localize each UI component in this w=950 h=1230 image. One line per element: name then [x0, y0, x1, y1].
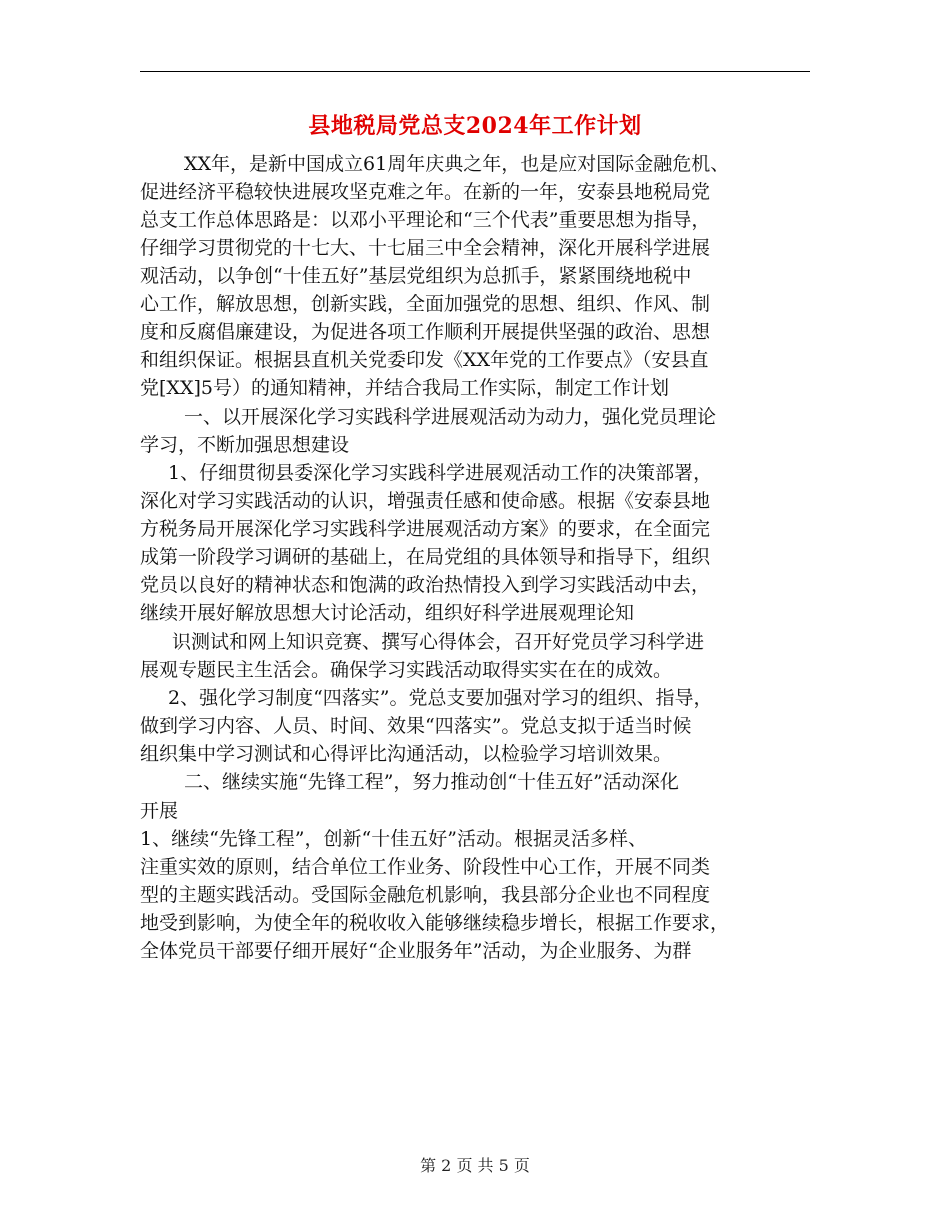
body-line: 地受到影响，为使全年的税收收入能够继续稳步增长，根据工作要求，	[140, 912, 730, 934]
body-line: 观活动，以争创“十佳五好”基层党组织为总抓手，紧紧围绕地税中	[140, 265, 692, 287]
body-line: 仔细学习贯彻党的十七大、十七届三中全会精神，深化开展科学进展	[140, 237, 711, 259]
body-line: 心工作，解放思想，创新实践，全面加强党的思想、组织、作风、制	[140, 293, 711, 315]
body-line: 继续开展好解放思想大讨论活动，组织好科学进展观理论知	[140, 602, 635, 624]
body-line: 方税务局开展深化学习实践科学进展观活动方案》的要求，在全面完	[140, 518, 711, 540]
body-line: 开展	[140, 800, 179, 822]
body-line: XX年，是新中国成立61周年庆典之年，也是应对国际金融危机、	[184, 153, 730, 175]
body-line: 注重实效的原则，结合单位工作业务、阶段性中心工作，开展不同类	[140, 856, 711, 878]
header-rule	[140, 71, 810, 72]
body-line: 展观专题民主生活会。确保学习实践活动取得实实在在的成效。	[140, 659, 673, 681]
body-line: 深化对学习实践活动的认识，增强责任感和使命感。根据《安泰县地	[140, 490, 711, 512]
body-line: 党员以良好的精神状态和饱满的政治热情投入到学习实践活动中去，	[140, 574, 711, 596]
document-title: 县地税局党总支2024年工作计划	[308, 113, 642, 139]
body-line: 型的主题实践活动。受国际金融危机影响，我县部分企业也不同程度	[140, 884, 711, 906]
body-line: 和组织保证。根据县直机关党委印发《XX年党的工作要点》（安县直	[140, 349, 709, 371]
body-line: 总支工作总体思路是：以邓小平理论和“三个代表”重要思想为指导，	[140, 209, 711, 231]
page-number: 第 2 页 共 5 页	[420, 1156, 530, 1175]
body-line: 度和反腐倡廉建设，为促进各项工作顺利开展提供坚强的政治、思想	[140, 321, 711, 343]
body-line: 促进经济平稳较快进展攻坚克难之年。在新的一年，安泰县地税局党	[140, 181, 711, 203]
body-line: 组织集中学习测试和心得评比沟通活动，以检验学习培训效果。	[140, 743, 673, 765]
body-line: 2、强化学习制度“四落实”。党总支要加强对学习的组织、指导，	[168, 687, 713, 709]
body-line: 1、继续“先锋工程”，创新“十佳五好”活动。根据灵活多样、	[140, 828, 647, 850]
body-line: 1、仔细贯彻县委深化学习实践科学进展观活动工作的决策部署，	[168, 462, 713, 484]
body-line: 党[XX]5号）的通知精神，并结合我局工作实际，制定工作计划	[140, 377, 669, 399]
body-line: 做到学习内容、人员、时间、效果“四落实”。党总支拟于适当时候	[140, 715, 692, 737]
body-line: 二、继续实施“先锋工程”，努力推动创“十佳五好”活动深化	[184, 771, 679, 793]
body-line: 成第一阶段学习调研的基础上，在局党组的具体领导和指导下，组织	[140, 546, 711, 568]
body-line: 学习，不断加强思想建设	[140, 434, 350, 456]
body-line: 全体党员干部要仔细开展好“企业服务年”活动，为企业服务、为群	[140, 940, 692, 962]
body-line: 一、以开展深化学习实践科学进展观活动为动力，强化党员理论	[184, 406, 717, 428]
body-line: 识测试和网上知识竞赛、撰写心得体会，召开好党员学习科学进	[172, 631, 705, 653]
